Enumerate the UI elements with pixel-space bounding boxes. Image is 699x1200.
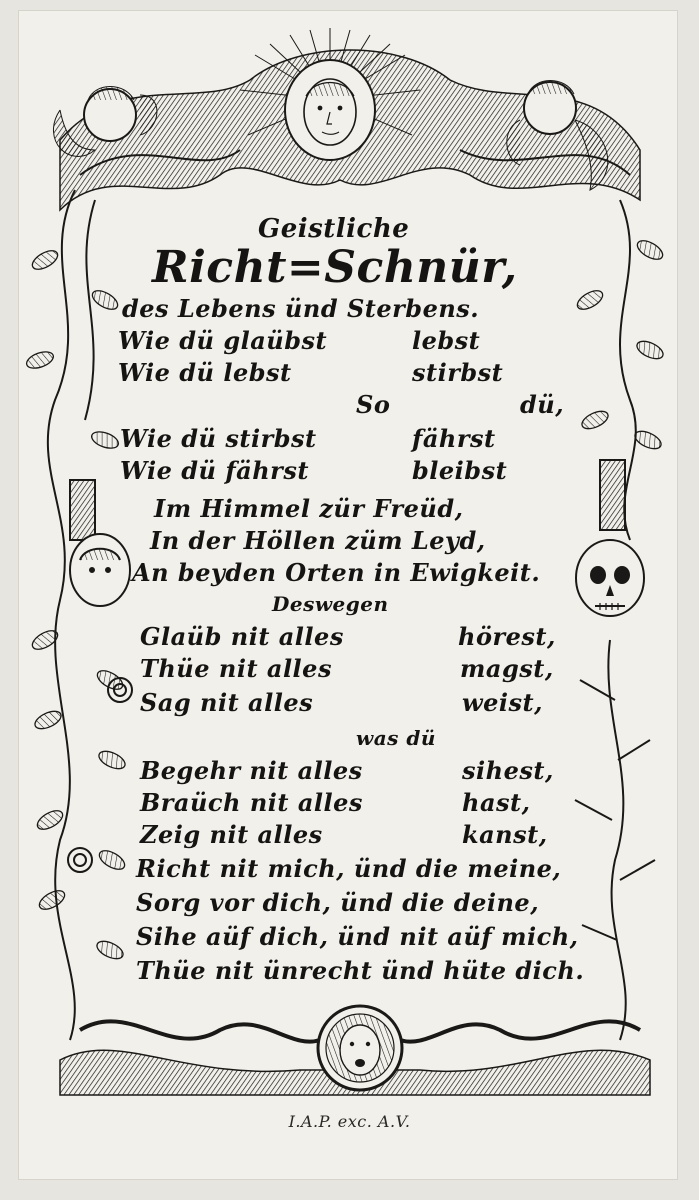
- verse-so: So: [356, 390, 391, 419]
- verse-line: Sorg vor dich, ünd die deine,: [136, 888, 540, 917]
- verse-left: Wie dü fährst: [120, 456, 309, 485]
- verse-left: Braüch nit alles: [140, 788, 363, 817]
- verse-left: Wie dü lebst: [118, 358, 292, 387]
- verse-line: Sihe aüf dich, ünd nit aüf mich,: [136, 922, 579, 951]
- verse-line: Im Himmel zür Freüd,: [154, 494, 464, 523]
- verse-right: bleibst: [412, 456, 508, 485]
- verse-left: Sag nit alles: [140, 688, 314, 717]
- verse-left: Zeig nit alles: [140, 820, 323, 849]
- verse-left: Begehr nit alles: [140, 756, 363, 785]
- verse-deswegen: Deswegen: [272, 592, 389, 616]
- verse-right: kanst,: [462, 820, 548, 849]
- title-richtschnur: Richt=Schnür,: [152, 242, 518, 293]
- verse-left: Wie dü stirbst: [120, 424, 317, 453]
- verse-left: Glaüb nit alles: [140, 622, 344, 651]
- verse-left: Wie dü glaübst: [118, 326, 328, 355]
- verse-line: An beyden Orten in Ewigkeit.: [132, 558, 541, 587]
- verse-line: In der Höllen züm Leyd,: [150, 526, 486, 555]
- verse-right: magst,: [460, 654, 554, 683]
- verse-right: weist,: [462, 688, 543, 717]
- right-border-foliage: [574, 200, 665, 1040]
- verse-right: hörest,: [458, 622, 556, 651]
- publisher-imprint: I.A.P. exc. A.V.: [288, 1112, 411, 1131]
- verse-right: stirbst: [412, 358, 504, 387]
- verse-line: Richt nit mich, ünd die meine,: [136, 854, 562, 883]
- verse-left: Thüe nit alles: [140, 654, 332, 683]
- bottom-ornament: [60, 1006, 650, 1095]
- verse-was-du: was dü: [356, 726, 436, 750]
- verse-du: dü,: [520, 390, 565, 419]
- left-border-foliage: [24, 190, 132, 1040]
- title-subtitle: des Lebens ünd Sterbens.: [122, 294, 480, 323]
- skull-emblem: [576, 540, 644, 616]
- verse-right: lebst: [412, 326, 481, 355]
- verse-right: sihest,: [462, 756, 554, 785]
- verse-right: hast,: [462, 788, 531, 817]
- verse-line: Thüe nit ünrecht ünd hüte dich.: [136, 956, 585, 985]
- verse-right: fährst: [412, 424, 496, 453]
- title-geistliche: Geistliche: [258, 214, 410, 244]
